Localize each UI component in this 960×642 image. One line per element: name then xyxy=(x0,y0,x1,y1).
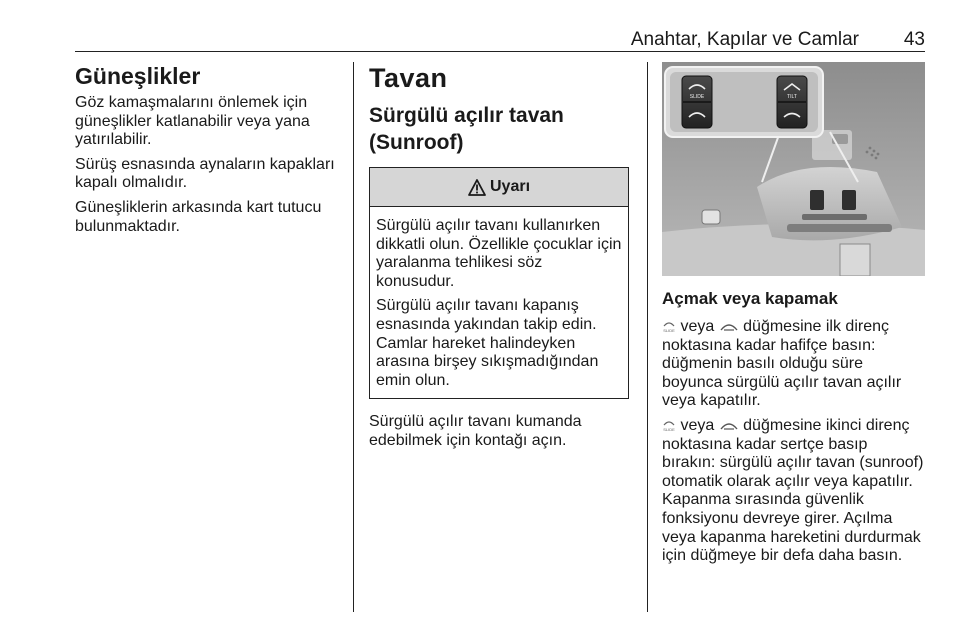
chapter-title: Anahtar, Kapılar ve Camlar xyxy=(630,29,859,50)
header-rule xyxy=(75,51,925,52)
veya-word: veya xyxy=(680,318,715,335)
tilt-button-label: TILT xyxy=(787,94,797,100)
veya-word: veya xyxy=(680,416,715,434)
svg-text:SLIDE: SLIDE xyxy=(663,426,675,432)
svg-text:SLIDE: SLIDE xyxy=(663,328,675,333)
warning-body xyxy=(370,207,628,398)
paragraph: Sürgülü açılır tavanı kapanış esnasında yakından takip edin. Camlar hareket halindeyken arasına birşey sıkışmadığından emin olun. xyxy=(376,297,599,389)
paragraph: Sürgülü açılır tavanı kullanırken dikkatli olun. Özellikle çocuklar için yaralanma tehlikesi söz konusudur. xyxy=(376,217,622,290)
column-open-close xyxy=(662,62,925,566)
sub-heading: Sürgülü açılır tavan (Sunroof) xyxy=(369,104,564,154)
page-number: 43 xyxy=(903,29,925,50)
sunroof-controls-photo xyxy=(662,62,925,276)
paragraph: Sürüş esnasında aynaların kapakları kapalı olmalıdır. xyxy=(75,155,335,192)
slide-icon xyxy=(662,319,676,333)
slide-icon xyxy=(662,418,676,432)
instruction-text: düğmesine ikinci direnç noktasına kadar sertçe basıp bırakın: sürgülü açılır tavan (sunroof) otomatik olarak açılır veya kapatılır. Kapanma sırasında güvenlik fonksiyonu devreye girer. Açılma veya kapanma hareketini durdurmak için düğmeye bir defa daha basın. xyxy=(662,416,924,565)
warning-triangle-icon xyxy=(468,179,486,196)
paragraph: Sürgülü açılır tavanı kumanda edebilmek için kontağı açın. xyxy=(369,413,582,449)
warning-title: Uyarı xyxy=(489,178,531,195)
paragraph xyxy=(662,318,925,411)
sub-heading: Açmak veya kapamak xyxy=(662,289,838,308)
column-divider xyxy=(647,62,648,612)
close-roof-icon xyxy=(719,321,739,333)
paragraph: Güneşliklerin arkasında kart tutucu bulunmaktadır. xyxy=(75,198,322,235)
paragraph: Göz kamaşmalarını önlemek için güneşlikler katlanabilir veya yana yatırılabilir. xyxy=(75,94,310,149)
paragraph xyxy=(662,417,925,566)
page-header xyxy=(75,28,925,52)
warning-box xyxy=(369,167,629,399)
section-heading: Güneşlikler xyxy=(75,63,201,89)
close-roof-icon xyxy=(719,420,739,432)
section-heading: Tavan xyxy=(369,63,448,93)
column-divider xyxy=(353,62,354,612)
slide-button-label: SLIDE xyxy=(689,94,705,100)
column-sun-visors xyxy=(75,62,343,236)
column-roof xyxy=(369,62,631,451)
instruction-text: düğmesine ilk direnç noktasına kadar hafifçe basın: düğmenin basılı olduğu süre boyunca sürgülü açılır tavan açılır veya kapatılır. xyxy=(662,318,902,410)
warning-header xyxy=(370,168,628,207)
